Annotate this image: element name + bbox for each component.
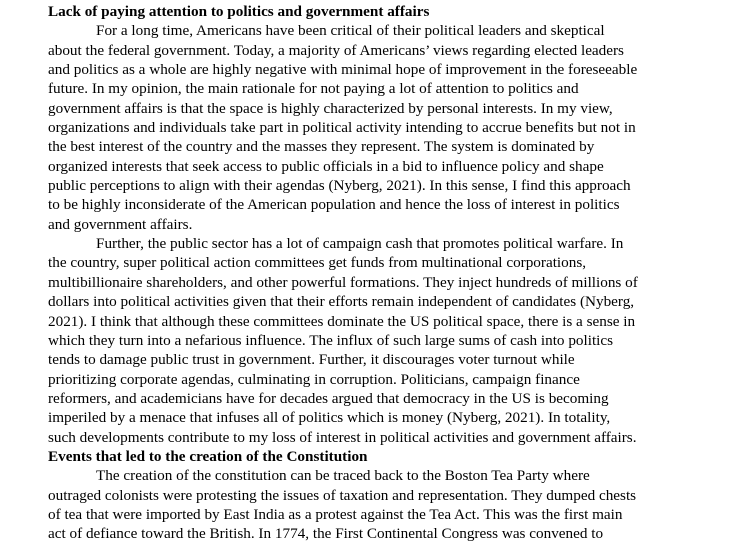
paragraph-line: dollars into political activities given that their efforts remain independent of candidates (Nyberg,	[48, 293, 635, 311]
paragraph-line: multibillionaire shareholders, and other powerful formations. They inject hundreds of millions of	[48, 273, 638, 291]
paragraph-line: government affairs is that the space is highly characterized by personal interests. In my view,	[48, 99, 613, 117]
paragraph-line: such developments contribute to my loss of interest in political activities and government affairs.	[48, 428, 637, 446]
paragraph-line: The creation of the constitution can be traced back to the Boston Tea Party where	[96, 467, 590, 485]
paragraph-line: 2021). I think that although these committees dominate the US political space, there is a sense in	[48, 312, 636, 330]
section-politics	[48, 2, 738, 447]
paragraph-line: the best interest of the country and the masses they represent. The system is dominated by	[48, 138, 595, 156]
paragraph-line: of tea that were imported by East India as a protest against the Tea Act. This was the first main	[48, 505, 623, 523]
document-page	[48, 2, 738, 544]
paragraph	[48, 21, 738, 234]
paragraph-line: public perceptions to align with their agendas (Nyberg, 2021). In this sense, I find this approach	[48, 177, 631, 195]
paragraph-line: about the federal government. Today, a majority of Americans’ views regarding elected leaders	[48, 41, 624, 59]
paragraph-line: organized interests that seek access to public officials in a bid to influence policy and shape	[48, 157, 604, 175]
paragraph-line: outraged colonists were protesting the issues of taxation and representation. They dumped chests	[48, 486, 637, 504]
paragraph	[48, 234, 738, 447]
paragraph-line: the country, super political action committees get funds from multinational corporations,	[48, 254, 587, 272]
section-constitution	[48, 447, 738, 544]
paragraph	[48, 466, 738, 543]
paragraph-line: which they turn into a nefarious influence. The influx of such large sums of cash into politics	[48, 331, 614, 349]
paragraph-line: organizations and individuals take part in political activity intending to accrue benefits but not in	[48, 119, 636, 137]
paragraph-line: reformers, and academicians have for decades argued that democracy in the US is becoming	[48, 389, 609, 407]
paragraph-line: to be highly inconsiderate of the American population and hence the loss of interest in politics	[48, 196, 620, 214]
paragraph-line: act of defiance toward the British. In 1774, the First Continental Congress was convened to	[48, 525, 604, 543]
paragraph-line: and politics as a whole are highly negative with minimal hope of improvement in the foreseeable	[48, 61, 638, 79]
paragraph-line: Further, the public sector has a lot of campaign cash that promotes political warfare. In	[96, 235, 624, 253]
paragraph-line: For a long time, Americans have been critical of their political leaders and skeptical	[96, 22, 605, 40]
paragraph-line: imperiled by a menace that infuses all of politics which is money (Nyberg, 2021). In totality,	[48, 409, 611, 427]
paragraph-line: future. In my opinion, the main rationale for not paying a lot of attention to politics and	[48, 80, 579, 98]
paragraph-line: tends to damage public trust in government. Further, it discourages voter turnout while	[48, 351, 575, 369]
paragraph-line: and government affairs.	[48, 215, 193, 233]
section-heading: Events that led to the creation of the Constitution	[48, 447, 368, 465]
paragraph-line: prioritizing corporate agendas, culminating in corruption. Politicians, campaign finance	[48, 370, 580, 388]
section-heading: Lack of paying attention to politics and government affairs	[48, 3, 430, 20]
